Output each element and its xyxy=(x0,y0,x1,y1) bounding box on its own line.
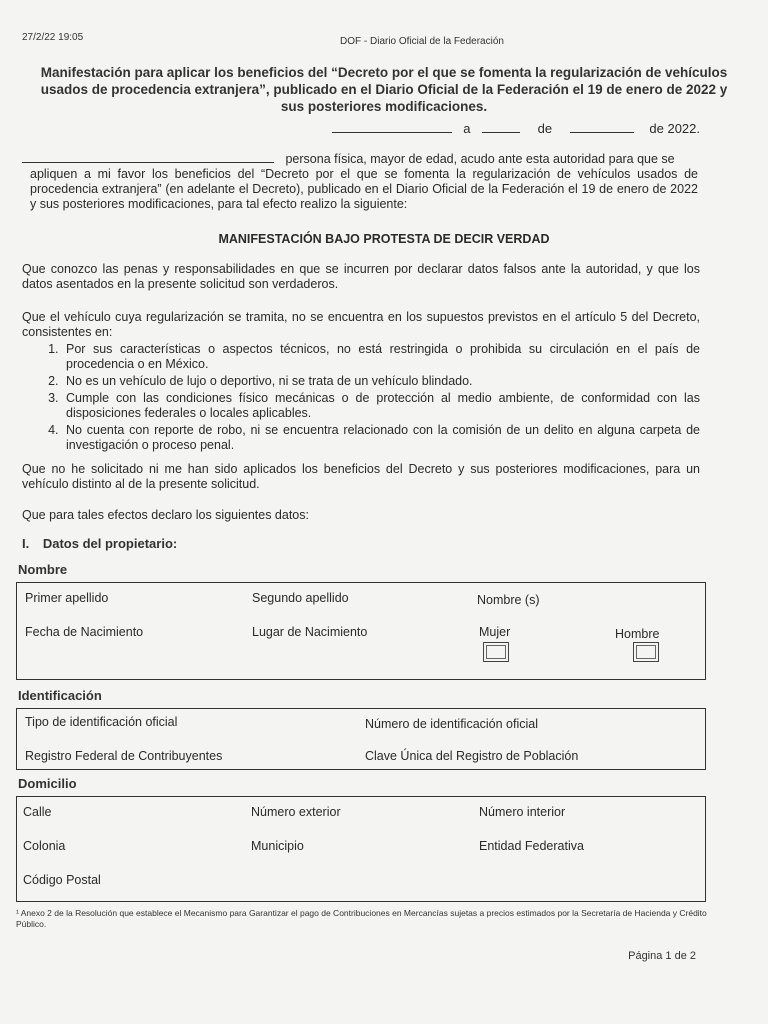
mujer-label: Mujer xyxy=(479,625,511,639)
hombre-label: Hombre xyxy=(615,627,660,641)
date-year-label: de 2022. xyxy=(649,121,700,136)
identificacion-heading: Identificación xyxy=(18,688,102,703)
field-numero-interior[interactable]: Número interior xyxy=(479,805,566,819)
nombre-box xyxy=(16,582,706,680)
month-blank[interactable] xyxy=(570,120,634,133)
domicilio-heading: Domicilio xyxy=(18,776,77,791)
intro-rest: apliquen a mi favor los beneficios del “Decreto por el que se fomenta la regularización de vehículos usados de procedencia extranjera” (en adelante el Decreto), publicado en el Diario Oficial de la Federación el 19 de enero de 2022 y sus posteriores modificaciones, para tal efecto realizo la siguiente: xyxy=(30,167,698,211)
nombre-heading: Nombre xyxy=(18,562,68,577)
conditions-list xyxy=(22,342,700,455)
print-source: DOF - Diario Oficial de la Federación xyxy=(340,36,504,47)
date-line xyxy=(332,120,700,136)
field-nombres[interactable]: Nombre (s) xyxy=(477,593,540,607)
statement-data: Que para tales efectos declaro los siguientes datos: xyxy=(22,508,309,522)
field-segundo-apellido[interactable]: Segundo apellido xyxy=(252,591,349,605)
condition-item: 4. No cuenta con reporte de robo, ni se encuentra relacionado con la comisión de un delito en alguna carpeta de investigación o proceso penal. xyxy=(62,423,700,453)
statement-no-prior: Que no he solicitado ni me han sido aplicados los beneficios del Decreto y sus posteriores modificaciones, para un vehículo distinto al de la presente solicitud. xyxy=(22,462,700,491)
section-label: Datos del propietario: xyxy=(42,536,178,551)
document-title: Manifestación para aplicar los beneficios del “Decreto por el que se fomenta la regularización de vehículos usados de procedencia extranjera”, publicado en el Diario Oficial de la Federación el 19 de enero de 2022 y sus posteriores modificaciones. xyxy=(40,65,728,114)
condition-item: 2. No es un vehículo de lujo o deportivo, ni se trata de un vehículo blindado. xyxy=(62,374,700,389)
identificacion-box xyxy=(16,708,706,770)
field-entidad-federativa[interactable]: Entidad Federativa xyxy=(479,839,584,853)
field-codigo-postal[interactable]: Código Postal xyxy=(23,873,101,887)
footnote: ¹ Anexo 2 de la Resolución que establece el Mecanismo para Garantizar el pago de Contribuciones en Mercancías sujetas a precios estimados por la Secretaría de Hacienda y Crédito Público. xyxy=(16,908,707,929)
page-number: Página 1 de 2 xyxy=(628,950,696,962)
field-numero-exterior[interactable]: Número exterior xyxy=(251,805,341,819)
statement-penalties: Que conozco las penas y responsabilidades en que se incurren por declarar datos falsos ante la autoridad, y que los datos asentados en la presente solicitud son verdaderos. xyxy=(22,262,700,291)
intro-paragraph xyxy=(22,150,698,212)
section-owner-heading xyxy=(22,536,177,551)
field-colonia[interactable]: Colonia xyxy=(23,839,66,853)
field-lugar-nacimiento[interactable]: Lugar de Nacimiento xyxy=(252,625,368,639)
condition-item: 1. Por sus características o aspectos técnicos, no está restringida o prohibida su circulación en el país de procedencia o en México. xyxy=(62,342,700,372)
date-de-label: de xyxy=(537,121,553,136)
owner-name-blank[interactable] xyxy=(22,150,274,163)
intro-line1: persona física, mayor de edad, acudo ante esta autoridad para que se xyxy=(285,152,675,166)
date-a-label: a xyxy=(463,121,471,136)
mujer-checkbox[interactable] xyxy=(483,642,509,662)
section-number: I. xyxy=(22,536,30,551)
hombre-checkbox[interactable] xyxy=(633,642,659,662)
print-datetime: 27/2/22 19:05 xyxy=(22,32,84,43)
field-primer-apellido[interactable]: Primer apellido xyxy=(25,591,109,605)
domicilio-box xyxy=(16,796,706,902)
field-tipo-identificacion[interactable]: Tipo de identificación oficial xyxy=(25,715,178,729)
field-municipio[interactable]: Municipio xyxy=(251,839,304,853)
field-calle[interactable]: Calle xyxy=(23,805,52,819)
field-curp[interactable]: Clave Única del Registro de Población xyxy=(365,749,579,763)
field-fecha-nacimiento[interactable]: Fecha de Nacimiento xyxy=(25,625,144,639)
condition-item: 3. Cumple con las condiciones físico mecánicas o de protección al medio ambiente, de conformidad con las disposiciones federales o locales aplicables. xyxy=(62,391,700,421)
day-blank[interactable] xyxy=(482,120,520,133)
field-numero-identificacion[interactable]: Número de identificación oficial xyxy=(365,717,539,731)
statement-vehicle: Que el vehículo cuya regularización se tramita, no se encuentra en los supuestos previstos en el artículo 5 del Decreto, consistentes en: xyxy=(22,310,700,339)
protest-heading: MANIFESTACIÓN BAJO PROTESTA DE DECIR VERDAD xyxy=(218,232,550,246)
field-rfc[interactable]: Registro Federal de Contribuyentes xyxy=(25,749,223,763)
place-blank[interactable] xyxy=(332,120,452,133)
